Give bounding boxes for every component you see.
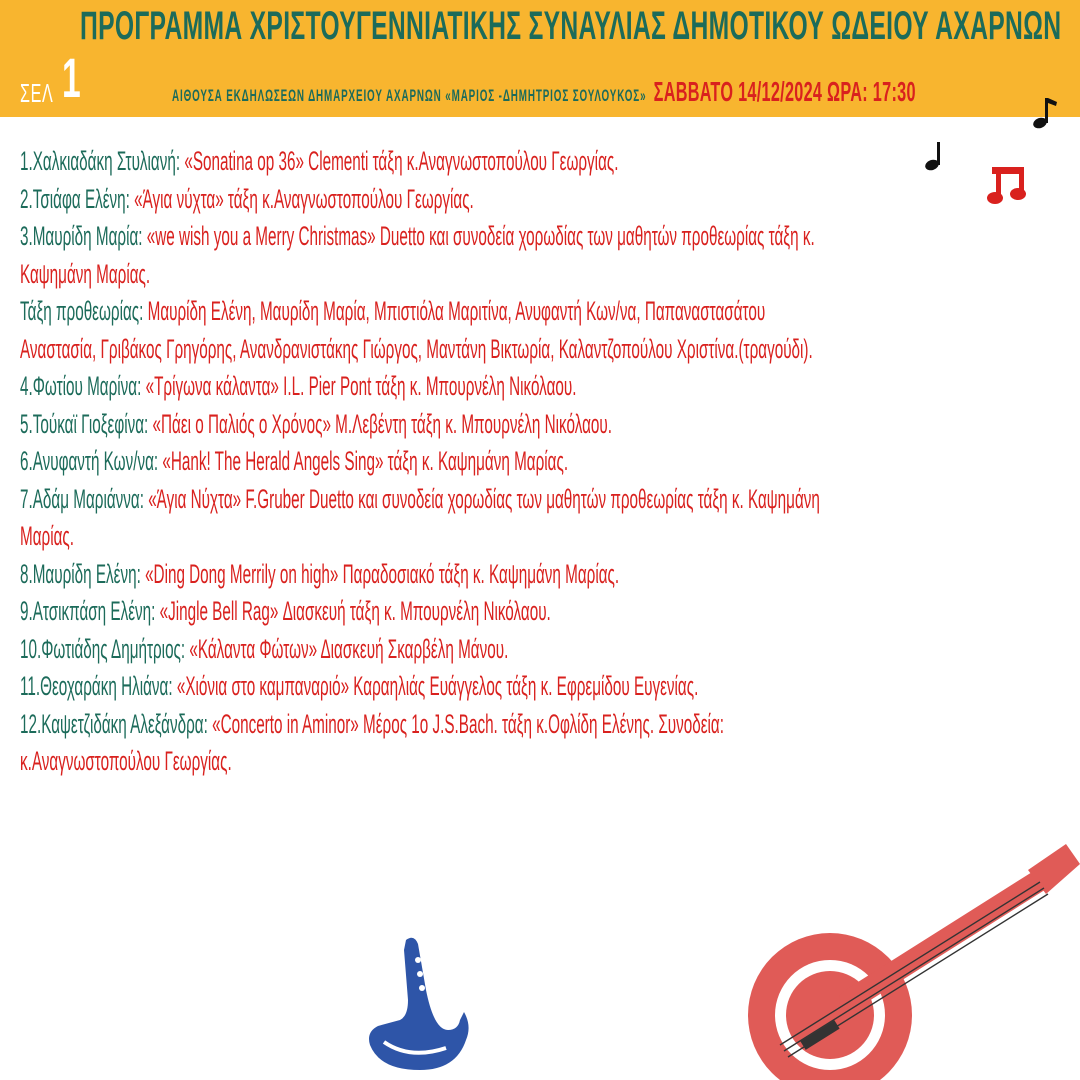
- double-music-note-icon: [986, 163, 1030, 209]
- piece-details: «Άγια Νύχτα» F.Gruber Duetto και συνοδεία χορωδίας των μαθητών προθεωρίας τάξη κ. Καψημάνη: [148, 483, 820, 514]
- music-note-icon: [924, 140, 948, 172]
- piece-details: «Άγια νύχτα» τάξη κ.Αναγνωστοπούλου Γεωργίας.: [134, 183, 474, 214]
- piece-details: «Ding Dong Merrily on high» Παραδοσιακό τάξη κ. Καψημάνη Μαρίας.: [145, 558, 620, 589]
- performer-name: 8.Μαυρίδη Ελένη:: [20, 558, 146, 589]
- music-note-icon: [1032, 96, 1060, 130]
- piece-details: «Κάλαντα Φώτων» Διασκευή Σκαρβέλη Μάνου.: [189, 633, 509, 664]
- performer-name: 6.Ανυφαντή Κων/να:: [20, 446, 163, 476]
- guitar-icon: [740, 840, 1080, 1080]
- performer-name: 2.Τσιάφα Ελένη:: [20, 183, 135, 214]
- program-line: [20, 593, 613, 631]
- performer-name: 4.Φωτίου Μαρίνα:: [20, 371, 146, 401]
- program-line: [20, 518, 613, 556]
- piece-details: «Χιόνια στο καμπαναριό» Καραηλιάς Ευάγγελος τάξη κ. Εφρεμίδου Ευγενίας.: [176, 671, 699, 701]
- performer-name: 12.Καψετζιδάκη Αλεξάνδρα:: [20, 708, 213, 739]
- program-line: [20, 743, 613, 781]
- piece-details: «Τρίγωνα κάλαντα» I.L. Pier Pont τάξη κ. Μπουρνέλη Νικόλαου.: [145, 371, 577, 401]
- piece-details: «Hank! The Herald Angels Sing» τάξη κ. Καψημάνη Μαρίας.: [162, 446, 569, 476]
- piece-details: Μαρίας.: [20, 521, 75, 551]
- venue-text: ΑΙΘΟΥΣΑ ΕΚΔΗΛΩΣΕΩΝ ΔΗΜΑΡΧΕΙΟΥ ΑΧΑΡΝΩΝ «ΜΑΡΙΟΣ -ΔΗΜΗΤΡΙΟΣ ΣΟΥΛΟΥΚΟΣ»: [172, 86, 647, 105]
- performer-name: 10.Φωτιάδης Δημήτριος:: [20, 633, 190, 664]
- header-banner: [0, 0, 1080, 117]
- piece-details: «Jingle Bell Rag» Διασκευή τάξη κ. Μπουρνέλη Νικόλαου.: [159, 596, 551, 626]
- program-line: [20, 331, 813, 369]
- program-line: [20, 406, 613, 444]
- event-info: [172, 76, 916, 108]
- performer-name: Τάξη προθεωρίας:: [20, 296, 148, 326]
- saxophone-icon: [360, 930, 480, 1080]
- event-datetime: ΣΑΒΒΑΤΟ 14/12/2024 ΩΡΑ: 17:30: [653, 76, 916, 107]
- program-line: [20, 668, 699, 706]
- piece-details: «Concerto in Aminor» Μέρος 1ο J.S.Bach. τάξη κ.Οφλίδη Ελένης. Συνοδεία:: [212, 708, 724, 739]
- page-label: ΣΕΛ: [20, 78, 54, 108]
- program-line: [20, 218, 815, 256]
- piece-details: «Πάει ο Παλιός ο Χρόνος» Μ.Λεβέντη τάξη κ. Μπουρνέλη Νικόλαου.: [152, 408, 612, 439]
- piece-details: Αναστασία, Γριβάκος Γρηγόρης, Ανανδρανιστάκης Γιώργος, Μαντάνη Βικτωρία, Καλαντζοπούλου Χριστίνα.(τραγούδι).: [20, 333, 813, 364]
- performer-name: 3.Μαυρίδη Μαρία:: [20, 221, 147, 251]
- program-line: [20, 556, 620, 594]
- piece-details: «Sonatina op 36» Clementi τάξη κ.Αναγνωστοπούλου Γεωργίας.: [184, 146, 619, 176]
- performer-name: 5.Τούκαϊ Γιοξεφίνα:: [20, 408, 153, 439]
- program-line: [20, 256, 613, 294]
- piece-details: κ.Αναγνωστοπούλου Γεωργίας.: [20, 746, 232, 776]
- performer-name: 7.Αδάμ Μαριάννα:: [20, 483, 149, 514]
- program-line: [20, 368, 613, 406]
- page-title: ΠΡΟΓΡΑΜΜΑ ΧΡΙΣΤΟΥΓΕΝΝΙΑΤΙΚΗΣ ΣΥΝΑΥΛΙΑΣ ΔΗΜΟΤΙΚΟΥ ΩΔΕΙΟΥ ΑΧΑΡΝΩΝ: [80, 4, 1062, 48]
- program-list: [20, 143, 1070, 781]
- piece-details: Μαυρίδη Ελένη, Μαυρίδη Μαρία, Μπιστιόλα Μαριτίνα, Ανυφαντή Κων/να, Παπαναστασάτου: [147, 296, 766, 326]
- piece-details: Καψημάνη Μαρίας.: [20, 258, 151, 289]
- performer-name: 9.Ατσικπάση Ελένη:: [20, 596, 160, 626]
- page-number: 1: [62, 46, 81, 109]
- performer-name: 1.Χαλκιαδάκη Στυλιανή:: [20, 146, 185, 176]
- program-line: [20, 481, 820, 519]
- program-line: [20, 181, 613, 219]
- program-line: [20, 706, 724, 744]
- program-line: [20, 443, 613, 481]
- program-line: [20, 631, 613, 669]
- program-line: [20, 143, 619, 181]
- performer-name: 11.Θεοχαράκη Ηλιάνα:: [20, 671, 177, 701]
- piece-details: «we wish you a Merry Christmas» Duetto και συνοδεία χορωδίας των μαθητών προθεωρίας τάξη κ.: [146, 221, 815, 251]
- program-line: [20, 293, 766, 331]
